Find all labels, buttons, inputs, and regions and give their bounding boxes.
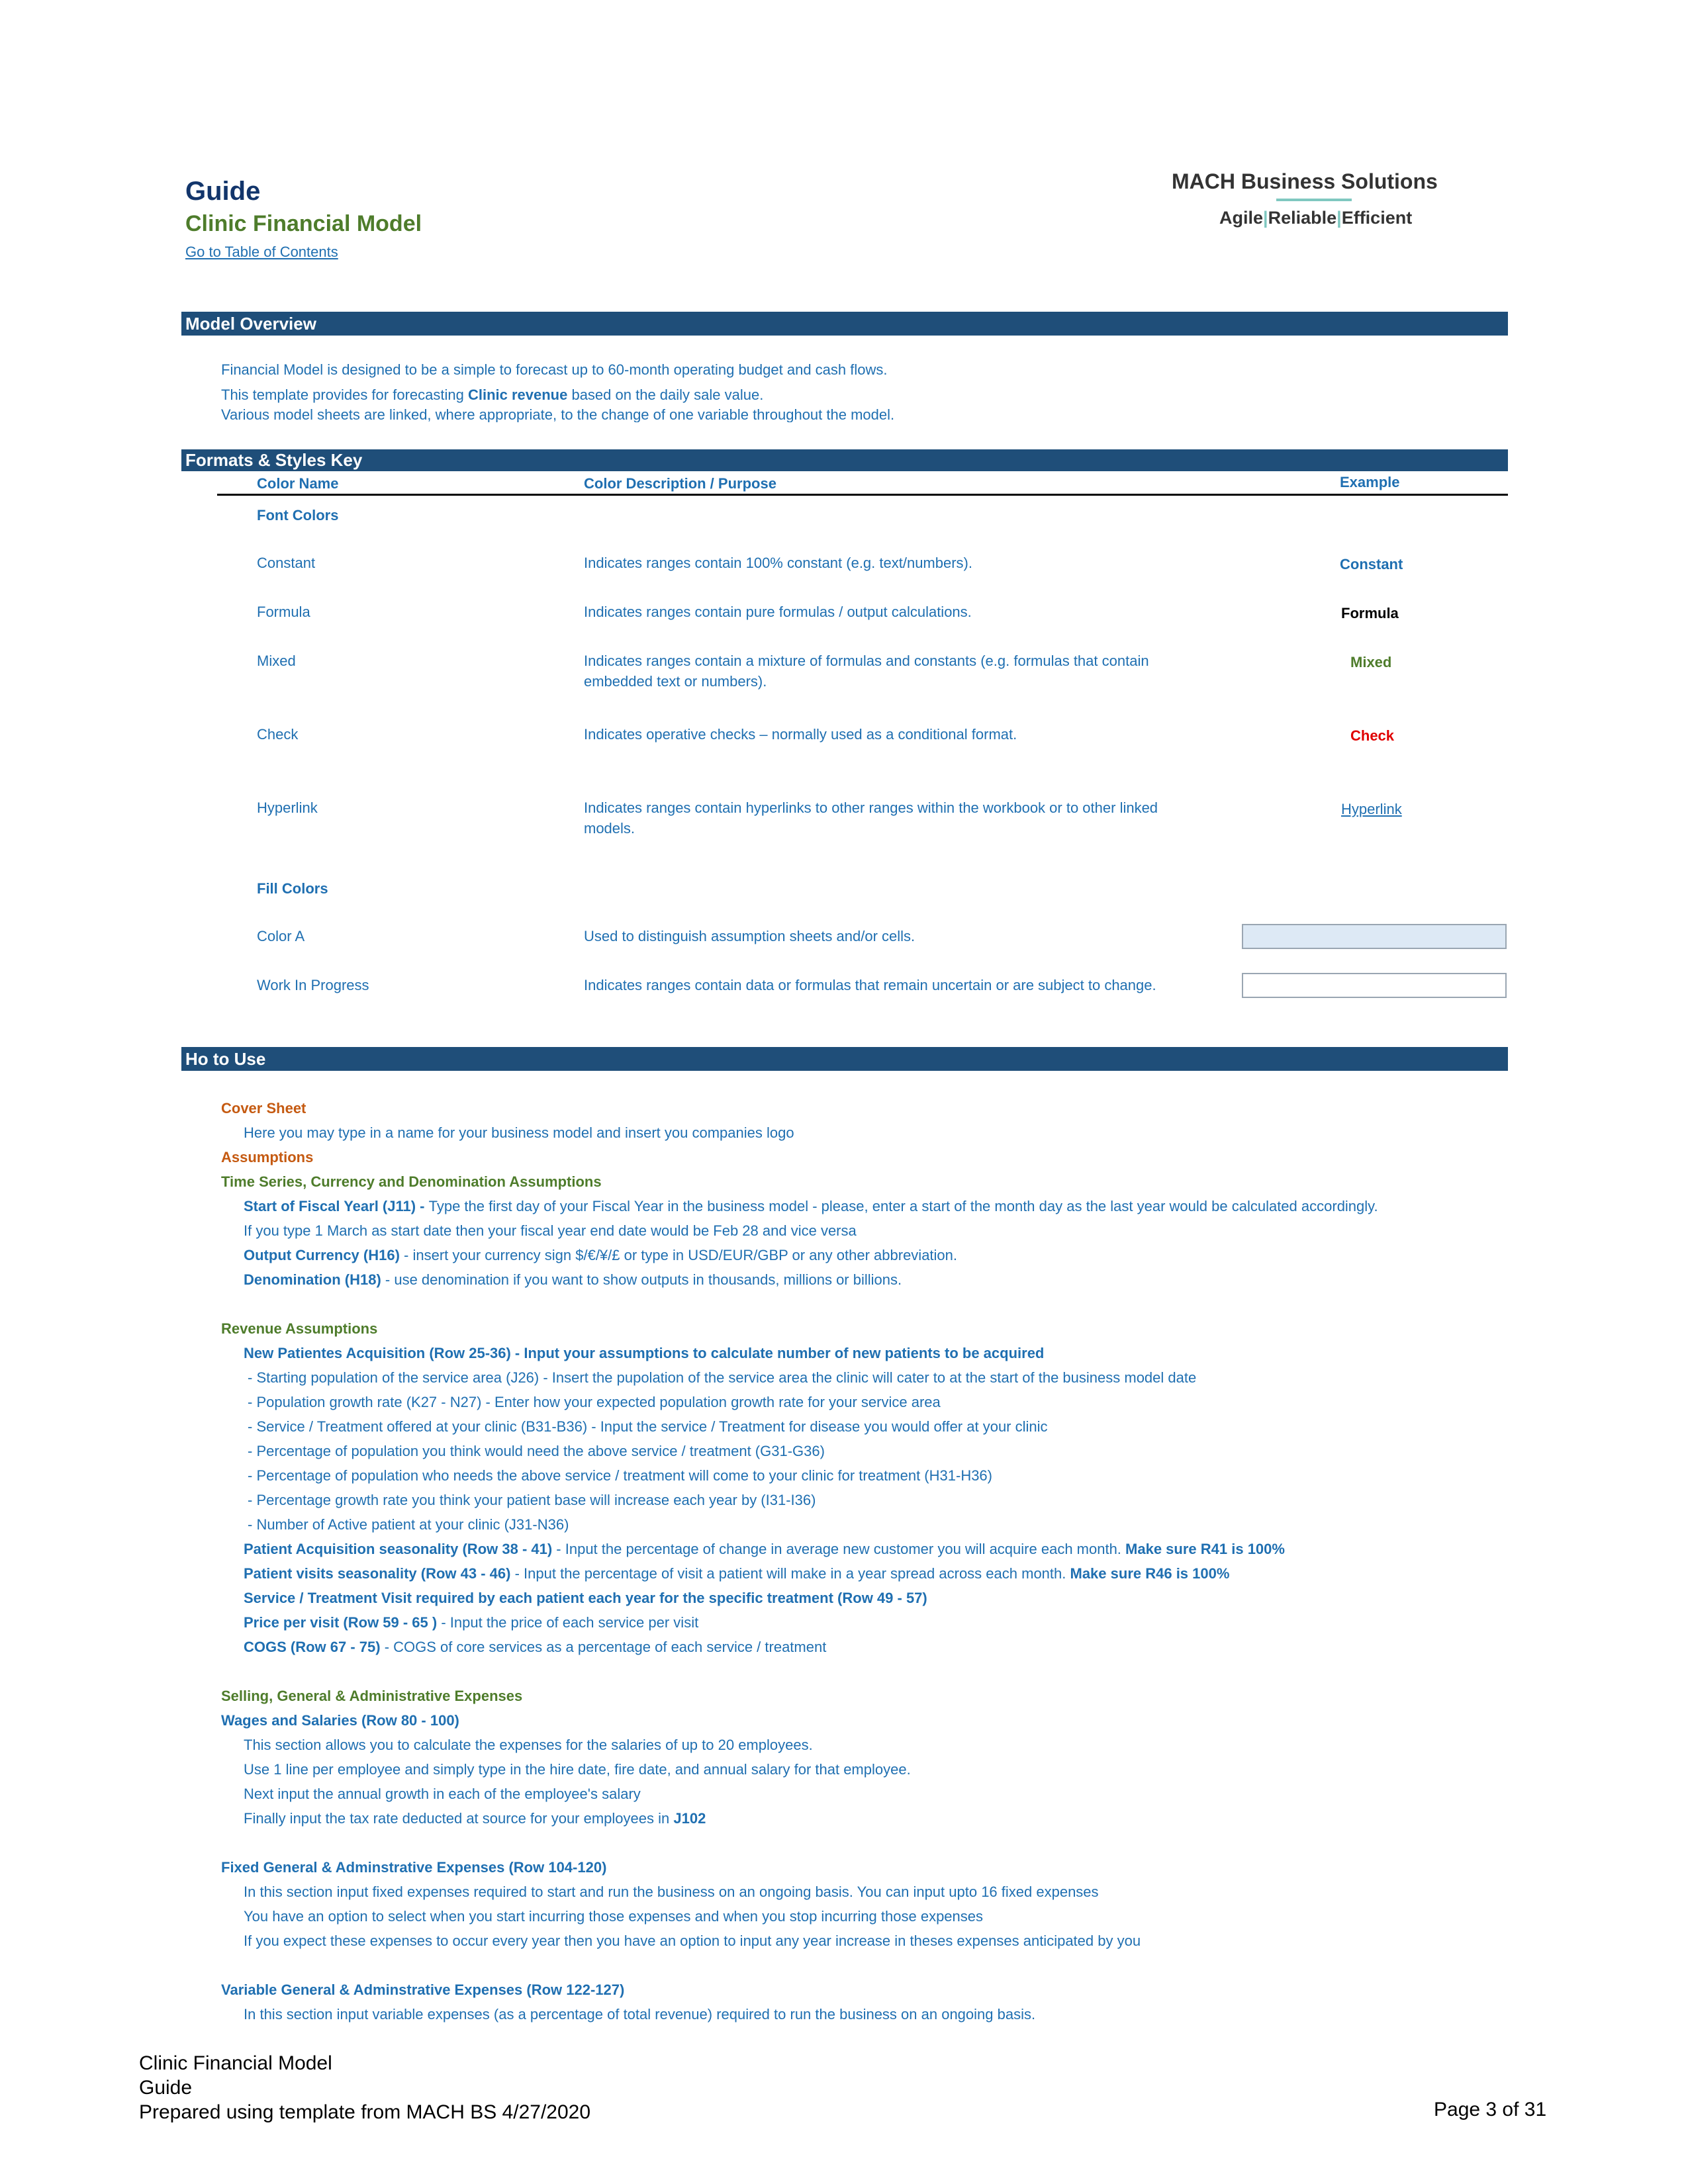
pvs-label: Patient visits seasonality (Row 43 - 46)	[244, 1565, 511, 1582]
logo-underline	[1276, 199, 1352, 201]
rev-item: - Number of Active patient at your clinic (J31-N36)	[248, 1516, 569, 1533]
rev-item: - Percentage of population who needs the above service / treatment will come to your clinic for treatment (H31-H36)	[248, 1467, 992, 1484]
overview-line-2-pre: This template provides for forecasting	[221, 387, 468, 403]
overview-line-2	[221, 387, 763, 404]
rev-cogs	[244, 1639, 826, 1656]
row-mixed-desc: Indicates ranges contain a mixture of formulas and constants (e.g. formulas that contain	[584, 653, 1149, 669]
ppv-label: Price per visit (Row 59 - 65 )	[244, 1614, 438, 1631]
model-subtitle: Clinic Financial Model	[185, 211, 422, 236]
footer-sheet-name: Guide	[139, 2077, 193, 2099]
overview-line-3-clip	[221, 406, 1015, 422]
footer-page-number: Page 3 of 31	[1434, 2099, 1547, 2120]
row-hyperlink-example[interactable]: Hyperlink	[1341, 801, 1402, 817]
rev-item: - Percentage of population you think would need the above service / treatment (G31-G36)	[248, 1443, 825, 1459]
pas-label: Patient Acquisition seasonality (Row 38 - 41)	[244, 1541, 553, 1557]
toc-link[interactable]: Go to Table of Contents	[185, 244, 338, 260]
logo-tagline	[1219, 208, 1412, 228]
fill-wip-name: Work In Progress	[257, 977, 369, 993]
wages-tax-cell: J102	[673, 1810, 706, 1827]
ts-fiscal-example: If you type 1 March as start date then your fiscal year end date would be Feb 28 and vice versa	[244, 1222, 857, 1239]
overview-line-2-bold: Clinic revenue	[467, 387, 568, 403]
row-constant-example: Constant	[1340, 556, 1403, 572]
variable-expenses-text: In this section input variable expenses (as a percentage of total revenue) required to run the business on an ongoing basis.	[244, 2006, 1036, 2023]
ts-denomination	[244, 1271, 902, 1289]
fill-wip-swatch	[1242, 973, 1507, 998]
fill-colors-label: Fill Colors	[257, 880, 328, 897]
row-constant-desc: Indicates ranges contain 100% constant (e.g. text/numbers).	[584, 555, 972, 571]
ts-denomination-text: - use denomination if you want to show outputs in thousands, millions or billions.	[381, 1271, 902, 1288]
header-rule	[217, 494, 1508, 496]
column-header-color-name: Color Name	[257, 475, 339, 492]
row-formula-name: Formula	[257, 604, 310, 620]
logo-tagline-reliable: Reliable	[1268, 208, 1337, 228]
logo-tagline-sep-1: |	[1263, 208, 1268, 228]
section-bar-formats: Formats & Styles Key	[181, 449, 1508, 471]
ts-currency	[244, 1247, 957, 1264]
fill-color-a-swatch	[1242, 924, 1507, 949]
fixed-line: If you expect these expenses to occur every year then you have an option to input any year increase in theses expenses anticipated by you	[244, 1933, 1141, 1949]
wages-line: Next input the annual growth in each of the employee's salary	[244, 1786, 641, 1802]
rev-visits-required: Service / Treatment Visit required by each patient each year for the specific treatment (Row 49 - 57)	[244, 1590, 927, 1606]
row-formula-desc: Indicates ranges contain pure formulas / output calculations.	[584, 604, 972, 620]
wages-tax-text: Finally input the tax rate deducted at source for your employees in	[244, 1810, 674, 1827]
logo-tagline-efficient: Efficient	[1341, 208, 1413, 228]
fill-wip-desc: Indicates ranges contain data or formulas that remain uncertain or are subject to change.	[584, 977, 1156, 993]
wages-line: Use 1 line per employee and simply type in the hire date, fire date, and annual salary for that employee.	[244, 1761, 911, 1778]
footer-model-name: Clinic Financial Model	[139, 2052, 332, 2074]
ts-denomination-label: Denomination (H18)	[244, 1271, 381, 1288]
row-check-name: Check	[257, 726, 299, 743]
column-header-example: Example	[1340, 474, 1400, 490]
footer-prepared: Prepared using template from MACH BS 4/27/2020	[139, 2101, 591, 2123]
row-constant-name: Constant	[257, 555, 316, 571]
fixed-line: You have an option to select when you start incurring those expenses and when you stop incurring those expenses	[244, 1908, 984, 1925]
assumptions-heading-clip	[221, 1149, 319, 1166]
revenue-heading: Revenue Assumptions	[221, 1320, 378, 1337]
fill-color-a-desc: Used to distinguish assumption sheets and/or cells.	[584, 928, 915, 944]
variable-expenses-heading: Variable General & Adminstrative Expenses (Row 122-127)	[221, 1981, 625, 1998]
ts-fiscal-year	[244, 1198, 1378, 1215]
logo-tagline-agile: Agile	[1219, 208, 1264, 228]
font-colors-label: Font Colors	[257, 507, 339, 523]
rev-item: - Percentage growth rate you think your patient base will increase each year by (I31-I36)	[248, 1492, 816, 1508]
company-logo	[1172, 169, 1463, 236]
row-mixed-desc-2: embedded text or numbers).	[584, 673, 767, 690]
row-formula-example: Formula	[1341, 605, 1399, 621]
column-header-description: Color Description / Purpose	[584, 475, 776, 492]
rev-item: - Service / Treatment offered at your clinic (B31-B36) - Input the service / Treatment for disease you would offer at your clinic	[248, 1418, 1048, 1435]
rev-item: - Starting population of the service area (J26) - Insert the pupolation of the service area the clinic will cater to at the start of the business model date	[248, 1369, 1197, 1386]
wages-line: This section allows you to calculate the expenses for the salaries of up to 20 employees.	[244, 1737, 813, 1753]
logo-company-name: MACH Business Solutions	[1172, 169, 1438, 193]
overview-line-2-post: based on the daily sale value.	[567, 387, 764, 403]
wages-heading: Wages and Salaries (Row 80 - 100)	[221, 1712, 459, 1729]
cover-sheet-heading: Cover Sheet	[221, 1100, 306, 1116]
ts-fiscal-year-label: Start of Fiscal Yearl (J11) -	[244, 1198, 429, 1214]
section-bar-model-overview: Model Overview	[181, 312, 1508, 336]
wages-tax-line	[244, 1810, 706, 1827]
page-title: Guide	[185, 177, 261, 206]
pvs-text: - Input the percentage of visit a patient will make in a year spread across each month.	[510, 1565, 1070, 1582]
row-check-desc: Indicates operative checks – normally used as a conditional format.	[584, 726, 1017, 743]
rev-new-patients: New Patientes Acquisition (Row 25-36) - Input your assumptions to calculate number of new patients to be acquired	[244, 1345, 1045, 1361]
cogs-label: COGS (Row 67 - 75)	[244, 1639, 381, 1655]
time-series-heading: Time Series, Currency and Denomination Assumptions	[221, 1173, 602, 1190]
row-hyperlink-name: Hyperlink	[257, 799, 318, 816]
pas-note: Make sure R41 is 100%	[1125, 1541, 1285, 1557]
fixed-line: In this section input fixed expenses required to start and run the business on an ongoing basis. You can input upto 16 fixed expenses	[244, 1884, 1099, 1900]
ppv-text: - Input the price of each service per visit	[437, 1614, 699, 1631]
cover-sheet-text: Here you may type in a name for your business model and insert you companies logo	[244, 1124, 794, 1141]
rev-visits-seasonality	[244, 1565, 1229, 1582]
cogs-text: - COGS of core services as a percentage of each service / treatment	[380, 1639, 827, 1655]
ts-fiscal-year-text: Type the first day of your Fiscal Year in the business model - please, enter a start of the month day as the last year would be calculated accordingly.	[428, 1198, 1378, 1214]
fill-color-a-name: Color A	[257, 928, 305, 944]
ts-currency-label: Output Currency (H16)	[244, 1247, 400, 1263]
rev-acquisition-seasonality	[244, 1541, 1285, 1558]
logo-tagline-sep-2: |	[1336, 208, 1342, 228]
section-bar-how-to-use: Ho to Use	[181, 1047, 1508, 1071]
pas-text: - Input the percentage of change in average new customer you will acquire each month.	[552, 1541, 1126, 1557]
row-mixed-name: Mixed	[257, 653, 296, 669]
assumptions-heading: Assumptions	[221, 1149, 314, 1165]
overview-line-1: Financial Model is designed to be a simple to forecast up to 60-month operating budget and cash flows.	[221, 361, 888, 378]
row-hyperlink-desc-2: models.	[584, 820, 635, 837]
fixed-expenses-heading: Fixed General & Adminstrative Expenses (Row 104-120)	[221, 1859, 607, 1876]
ts-currency-text: - insert your currency sign $/€/¥/£ or type in USD/EUR/GBP or any other abbreviation.	[399, 1247, 958, 1263]
row-mixed-example: Mixed	[1350, 654, 1392, 670]
rev-price-per-visit	[244, 1614, 698, 1631]
pvs-note: Make sure R46 is 100%	[1070, 1565, 1230, 1582]
sga-heading: Selling, General & Administrative Expenses	[221, 1688, 523, 1704]
overview-line-3: Various model sheets are linked, where appropriate, to the change of one variable throughout the model.	[221, 406, 895, 422]
row-check-example: Check	[1350, 727, 1395, 744]
row-hyperlink-desc: Indicates ranges contain hyperlinks to other ranges within the workbook or to other linked	[584, 799, 1158, 816]
rev-item: - Population growth rate (K27 - N27) - Enter how your expected population growth rate for your service area	[248, 1394, 941, 1410]
